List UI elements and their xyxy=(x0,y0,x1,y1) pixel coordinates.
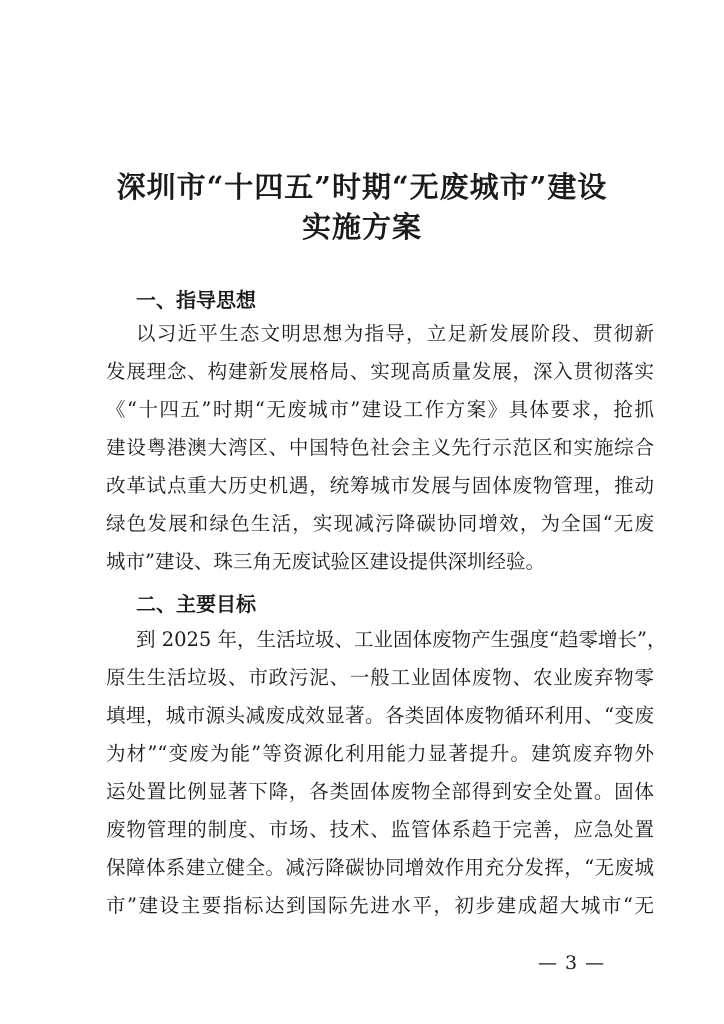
paragraph-line: 废物管理的制度、市场、技术、监管体系趋于完善，应急处置 xyxy=(106,818,654,841)
paragraph-line: 填埋，城市源头减废成效显著。各类固体废物循环利用、“变废 xyxy=(106,704,654,727)
paragraph-line: 《“十四五”时期“无废城市”建设工作方案》具体要求，抢抓 xyxy=(106,398,654,421)
paragraph-line: 改革试点重大历史机遇，统筹城市发展与固体废物管理，推动 xyxy=(106,474,654,497)
paragraph-line: 为材”“变废为能”等资源化利用能力显著提升。建筑废弃物外 xyxy=(106,742,654,765)
page-number: — 3 — xyxy=(538,952,606,974)
section-heading-guiding-ideology: 一、指导思想 xyxy=(136,288,256,312)
paragraph-line: 运处置比例显著下降，各类固体废物全部得到安全处置。固体 xyxy=(106,780,654,803)
paragraph-line: 保障体系建立健全。减污降碳协同增效作用充分发挥，“无废城 xyxy=(106,856,654,879)
document-title-line-1: 深圳市“十四五”时期“无废城市”建设 xyxy=(116,170,608,204)
section-heading-main-goals: 二、主要目标 xyxy=(136,592,256,616)
paragraph-line: 发展理念、构建新发展格局、实现高质量发展，深入贯彻落实 xyxy=(106,360,654,383)
document-title-line-2: 实施方案 xyxy=(301,210,422,244)
paragraph-line: 以习近平生态文明思想为指导，立足新发展阶段、贯彻新 xyxy=(136,322,654,345)
paragraph-line: 市”建设主要指标达到国际先进水平，初步建成超大城市“无 xyxy=(106,894,654,917)
paragraph-line: 绿色发展和绿色生活，实现减污降碳协同增效，为全国“无废 xyxy=(106,512,654,535)
paragraph-line: 建设粤港澳大湾区、中国特色社会主义先行示范区和实施综合 xyxy=(106,436,654,459)
paragraph-line: 原生生活垃圾、市政污泥、一般工业固体废物、农业废弃物零 xyxy=(106,666,654,689)
paragraph-line: 到 2025 年，生活垃圾、工业固体废物产生强度“趋零增长”， xyxy=(136,628,667,651)
paragraph-line: 城市”建设、珠三角无废试验区建设提供深圳经验。 xyxy=(106,550,545,573)
